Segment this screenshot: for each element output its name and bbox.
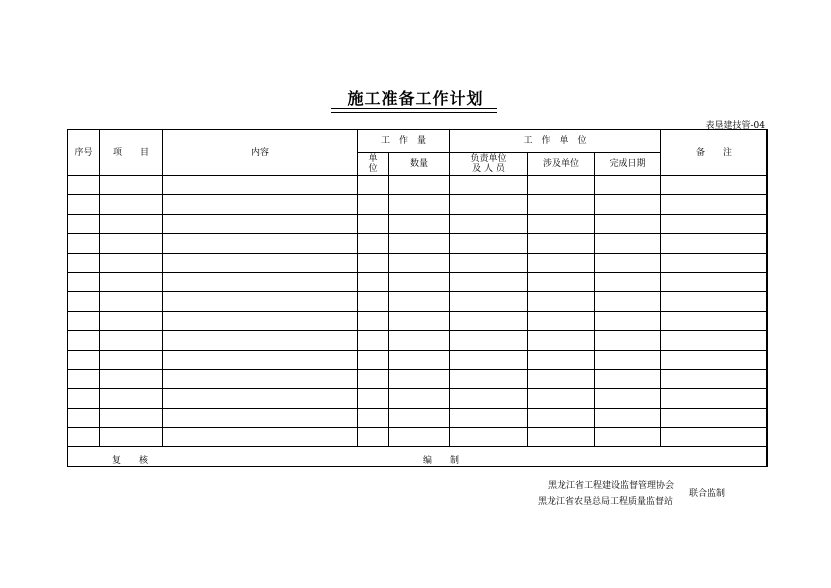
table-cell[interactable] [595,428,661,447]
table-cell[interactable] [450,234,528,253]
table-cell[interactable] [100,253,163,272]
table-cell[interactable] [358,176,389,195]
table-cell[interactable] [450,176,528,195]
table-row [68,369,768,388]
data-rows [68,176,768,447]
table-cell[interactable] [389,214,450,233]
table-cell[interactable] [100,428,163,447]
table-cell[interactable] [358,331,389,350]
table-cell[interactable] [100,350,163,369]
table-cell[interactable] [450,272,528,291]
table-row [68,292,768,311]
table-cell[interactable] [528,311,595,330]
table-cell[interactable] [68,292,100,311]
table-cell[interactable] [450,331,528,350]
footer-row [68,447,768,467]
table-cell[interactable] [389,331,450,350]
table-cell[interactable] [100,234,163,253]
table-row [68,214,768,233]
table-cell[interactable] [450,214,528,233]
header-seq: 序号 [68,130,100,176]
table-cell[interactable] [68,369,100,388]
table-cell[interactable] [68,428,100,447]
table-cell[interactable] [68,253,100,272]
header-remarks: 备 注 [661,130,768,176]
table-cell[interactable] [450,292,528,311]
table-row [68,234,768,253]
header-responsible-line1: 负责单位 [470,154,507,164]
header-quantity: 数量 [389,153,450,176]
table-cell[interactable] [528,292,595,311]
table-cell[interactable] [661,331,768,350]
table-cell[interactable] [450,408,528,427]
table-cell[interactable] [163,311,358,330]
table-cell[interactable] [450,428,528,447]
header-item: 项 目 [100,130,163,176]
table-cell[interactable] [661,389,768,408]
table-cell[interactable] [163,369,358,388]
table-cell[interactable] [389,389,450,408]
table-cell[interactable] [661,408,768,427]
table-cell[interactable] [68,331,100,350]
page-title: 施工准备工作计划 [347,89,484,108]
table-cell[interactable] [163,176,358,195]
table-row [68,195,768,214]
table-cell[interactable] [68,214,100,233]
table-cell[interactable] [528,176,595,195]
table-cell[interactable] [389,195,450,214]
form-code: 表垦建技管-04 [705,121,765,131]
table-cell[interactable] [358,428,389,447]
table-cell[interactable] [528,408,595,427]
table-cell[interactable] [163,331,358,350]
table-cell[interactable] [595,389,661,408]
table-cell[interactable] [661,234,768,253]
table-cell[interactable] [163,408,358,427]
title-underline-second [331,112,497,113]
table-cell[interactable] [358,292,389,311]
table-cell[interactable] [661,350,768,369]
table-cell[interactable] [358,272,389,291]
table-cell[interactable] [389,311,450,330]
table-cell[interactable] [528,331,595,350]
table-cell[interactable] [528,369,595,388]
table-cell[interactable] [661,176,768,195]
table-cell[interactable] [68,408,100,427]
table-cell[interactable] [389,176,450,195]
table-cell[interactable] [68,272,100,291]
table-row [68,350,768,369]
header-unit [358,153,389,176]
table-cell[interactable] [100,292,163,311]
table-cell[interactable] [595,311,661,330]
table-cell[interactable] [528,195,595,214]
table-cell[interactable] [595,214,661,233]
table-cell[interactable] [389,272,450,291]
table-cell[interactable] [595,350,661,369]
header-workload: 工 作 量 [358,130,450,153]
table-cell[interactable] [450,369,528,388]
header-responsible-unit [450,153,528,176]
table-cell[interactable] [595,369,661,388]
table-cell[interactable] [100,176,163,195]
supervision-label: 联合监制 [689,489,726,499]
table-cell[interactable] [68,234,100,253]
table-cell[interactable] [358,214,389,233]
table-cell[interactable] [358,234,389,253]
header-content: 内容 [163,130,358,176]
header-row-1 [68,130,768,153]
table-cell[interactable] [389,253,450,272]
table-cell[interactable] [358,408,389,427]
table-cell[interactable] [389,408,450,427]
table-cell[interactable] [358,389,389,408]
supervision-org-2: 黑龙江省农垦总局工程质量监督站 [538,497,674,507]
table-cell[interactable] [100,389,163,408]
footer-compile-label: 编制 [423,456,478,466]
table-cell[interactable] [389,234,450,253]
header-involved-unit: 涉及单位 [528,153,595,176]
table-cell[interactable] [389,428,450,447]
table-cell[interactable] [595,272,661,291]
table-cell[interactable] [358,195,389,214]
table-row [68,253,768,272]
table-cell[interactable] [528,253,595,272]
footer-left-cell [68,447,358,467]
supervision-org-1: 黑龙江省工程建设监督管理协会 [548,481,675,491]
table-cell[interactable] [661,428,768,447]
table-cell[interactable] [595,292,661,311]
table-row [68,272,768,291]
table-cell[interactable] [595,253,661,272]
table-cell[interactable] [163,428,358,447]
table-cell[interactable] [450,253,528,272]
table-cell[interactable] [661,214,768,233]
table-row [68,428,768,447]
header-unit-text: 单位 [368,154,378,174]
table-cell[interactable] [389,369,450,388]
table-cell[interactable] [68,389,100,408]
table-cell[interactable] [595,195,661,214]
table-cell[interactable] [163,272,358,291]
table-cell[interactable] [661,195,768,214]
table-cell[interactable] [100,272,163,291]
table-row [68,408,768,427]
table-cell[interactable] [100,369,163,388]
table-cell[interactable] [450,389,528,408]
plan-table [67,129,768,467]
table-cell[interactable] [358,253,389,272]
table-cell[interactable] [595,234,661,253]
header-completion-date: 完成日期 [595,153,661,176]
table-cell[interactable] [100,195,163,214]
table-cell[interactable] [389,292,450,311]
table-cell[interactable] [358,350,389,369]
table-cell[interactable] [358,311,389,330]
table-cell[interactable] [661,253,768,272]
table-cell[interactable] [595,331,661,350]
table-cell[interactable] [450,350,528,369]
table-cell[interactable] [358,369,389,388]
table-cell[interactable] [163,253,358,272]
table-row [68,176,768,195]
table-cell[interactable] [450,195,528,214]
table-cell[interactable] [100,214,163,233]
table-cell[interactable] [661,311,768,330]
header-responsible-line2: 及 人 员 [472,164,505,174]
table-cell[interactable] [528,234,595,253]
table-row [68,389,768,408]
table-cell[interactable] [163,389,358,408]
table-cell[interactable] [68,350,100,369]
table-cell[interactable] [595,176,661,195]
table-cell[interactable] [163,292,358,311]
table-cell[interactable] [595,408,661,427]
table-cell[interactable] [163,214,358,233]
table-cell[interactable] [68,195,100,214]
table-cell[interactable] [389,350,450,369]
table-cell[interactable] [528,214,595,233]
table-row [68,311,768,330]
table-cell[interactable] [100,408,163,427]
table-cell[interactable] [163,195,358,214]
table-cell[interactable] [68,176,100,195]
header-work-unit: 工 作 单 位 [450,130,661,153]
table-cell[interactable] [528,272,595,291]
table-cell[interactable] [661,292,768,311]
table-cell[interactable] [163,350,358,369]
table-cell[interactable] [528,428,595,447]
table-cell[interactable] [661,369,768,388]
footer-right-cell [358,447,768,467]
table-cell[interactable] [528,350,595,369]
table-cell[interactable] [450,311,528,330]
table-cell[interactable] [100,331,163,350]
footer-review-label: 复核 [112,456,167,466]
table-row [68,331,768,350]
table-cell[interactable] [163,234,358,253]
title-underline [331,108,497,109]
table-cell[interactable] [100,311,163,330]
table-cell[interactable] [68,311,100,330]
table-cell[interactable] [661,272,768,291]
table-cell[interactable] [528,389,595,408]
